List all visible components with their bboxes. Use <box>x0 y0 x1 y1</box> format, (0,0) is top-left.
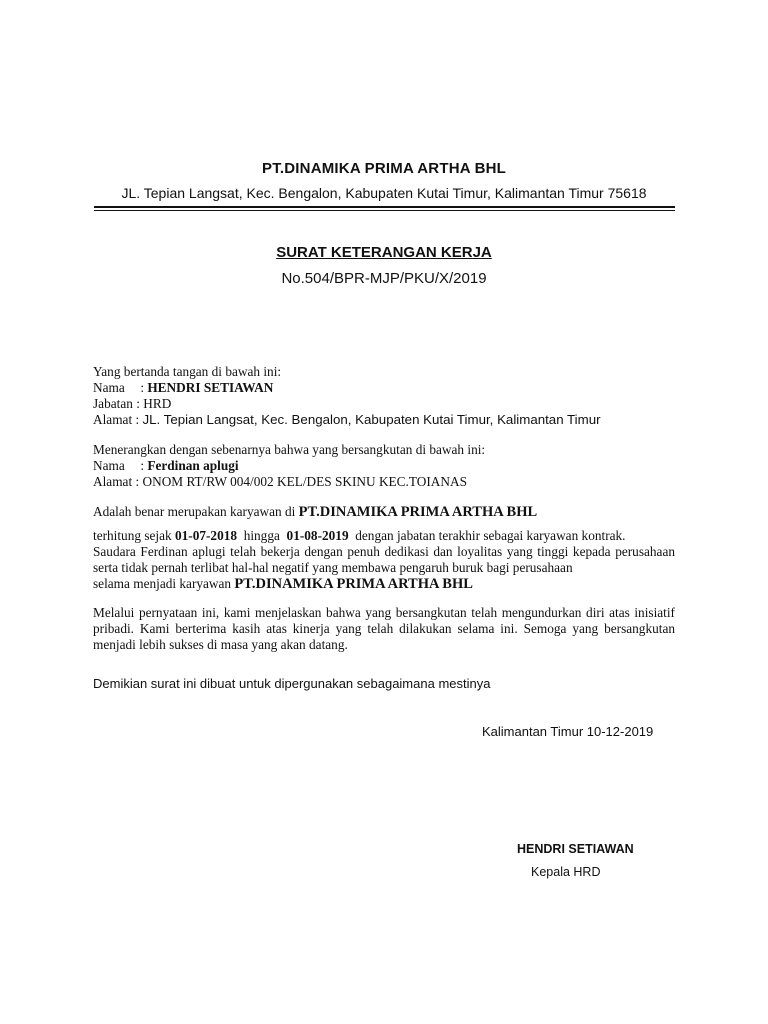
signatory-address-value: JL. Tepian Langsat, Kec. Bengalon, Kabupaten Kutai Timur, Kalimantan Timur <box>142 412 601 427</box>
employee-name-label: Nama <box>93 458 125 473</box>
employee-address-label: Alamat <box>93 474 133 489</box>
dedication-paragraph: Saudara Ferdinan aplugi telah bekerja dengan penuh dedikasi dan loyalitas yang tinggi kepada perusahaan serta tidak pernah terlibat hal-hal negatif yang membawa pengaruh buruk bagi perusahaan <box>93 544 675 575</box>
company-address: JL. Tepian Langsat, Kec. Bengalon, Kabupaten Kutai Timur, Kalimantan Timur 75618 <box>121 185 647 201</box>
signatory-name-value: HENDRI SETIAWAN <box>147 380 274 395</box>
statement-block <box>93 504 675 592</box>
signatory-position-label: Jabatan <box>93 396 133 411</box>
header-divider-thin <box>94 210 675 211</box>
employee-name-row <box>93 458 675 474</box>
employee-address-row <box>93 474 675 490</box>
place-and-date: Kalimantan Timur 10-12-2019 <box>482 724 654 739</box>
document-title: SURAT KETERANGAN KERJA <box>276 244 492 261</box>
last-line-company: PT.DINAMIKA PRIMA ARTHA BHL <box>234 576 473 592</box>
signatory-position-row <box>93 396 675 412</box>
signer-position: Kepala HRD <box>531 865 601 879</box>
signatory-block <box>93 364 675 428</box>
end-date: 01-08-2019 <box>286 528 349 543</box>
separator: : <box>132 474 143 489</box>
separator: : <box>132 396 144 411</box>
period-prefix: terhitung sejak <box>93 528 172 543</box>
last-line-prefix: selama menjadi karyawan <box>93 576 232 591</box>
signatory-name-row <box>93 380 675 396</box>
signatory-name-label: Nama <box>93 380 125 395</box>
employee-name-value: Ferdinan aplugi <box>147 458 239 473</box>
separator: : <box>137 458 148 473</box>
resignation-paragraph: Melalui pernyataan ini, kami menjelaskan bahwa yang bersangkutan telah mengundurkan diri atas inisiatif pribadi. Kami berterima kasih atas kinerja yang telah dilakukan selama ini. Semoga yang bersangkutan menjadi lebih sukses di masa yang akan datang. <box>93 605 675 652</box>
signatory-intro: Yang bertanda tangan di bawah ini: <box>93 364 282 379</box>
statement-last-line <box>93 576 675 592</box>
signer-name: HENDRI SETIAWAN <box>517 842 634 856</box>
company-name: PT.DINAMIKA PRIMA ARTHA BHL <box>262 160 506 177</box>
employee-block <box>93 442 675 490</box>
period-suffix: dengan jabatan terakhir sebagai karyawan kontrak. <box>355 528 626 543</box>
employee-intro: Menerangkan dengan sebenarnya bahwa yang bersangkutan di bawah ini: <box>93 442 486 457</box>
document-number: No.504/BPR-MJP/PKU/X/2019 <box>281 270 487 287</box>
resignation-block <box>93 605 675 653</box>
separator: : <box>137 380 148 395</box>
separator: : <box>132 412 143 427</box>
period-between: hingga <box>243 528 280 543</box>
closing-statement: Demikian surat ini dibuat untuk dipergunakan sebagaimana mestinya <box>93 676 491 691</box>
statement-line-2 <box>93 528 675 544</box>
statement-prefix: Adalah benar merupakan karyawan di <box>93 504 296 519</box>
employee-address-value: ONOM RT/RW 004/002 KEL/DES SKINU KEC.TOIANAS <box>142 474 467 489</box>
start-date: 01-07-2018 <box>174 528 238 543</box>
signatory-address-row <box>93 412 675 428</box>
statement-line-1 <box>93 504 675 520</box>
header-divider-thick <box>94 206 675 208</box>
signatory-position-value: HRD <box>143 396 172 411</box>
signatory-address-label: Alamat <box>93 412 133 427</box>
statement-company: PT.DINAMIKA PRIMA ARTHA BHL <box>298 504 538 520</box>
